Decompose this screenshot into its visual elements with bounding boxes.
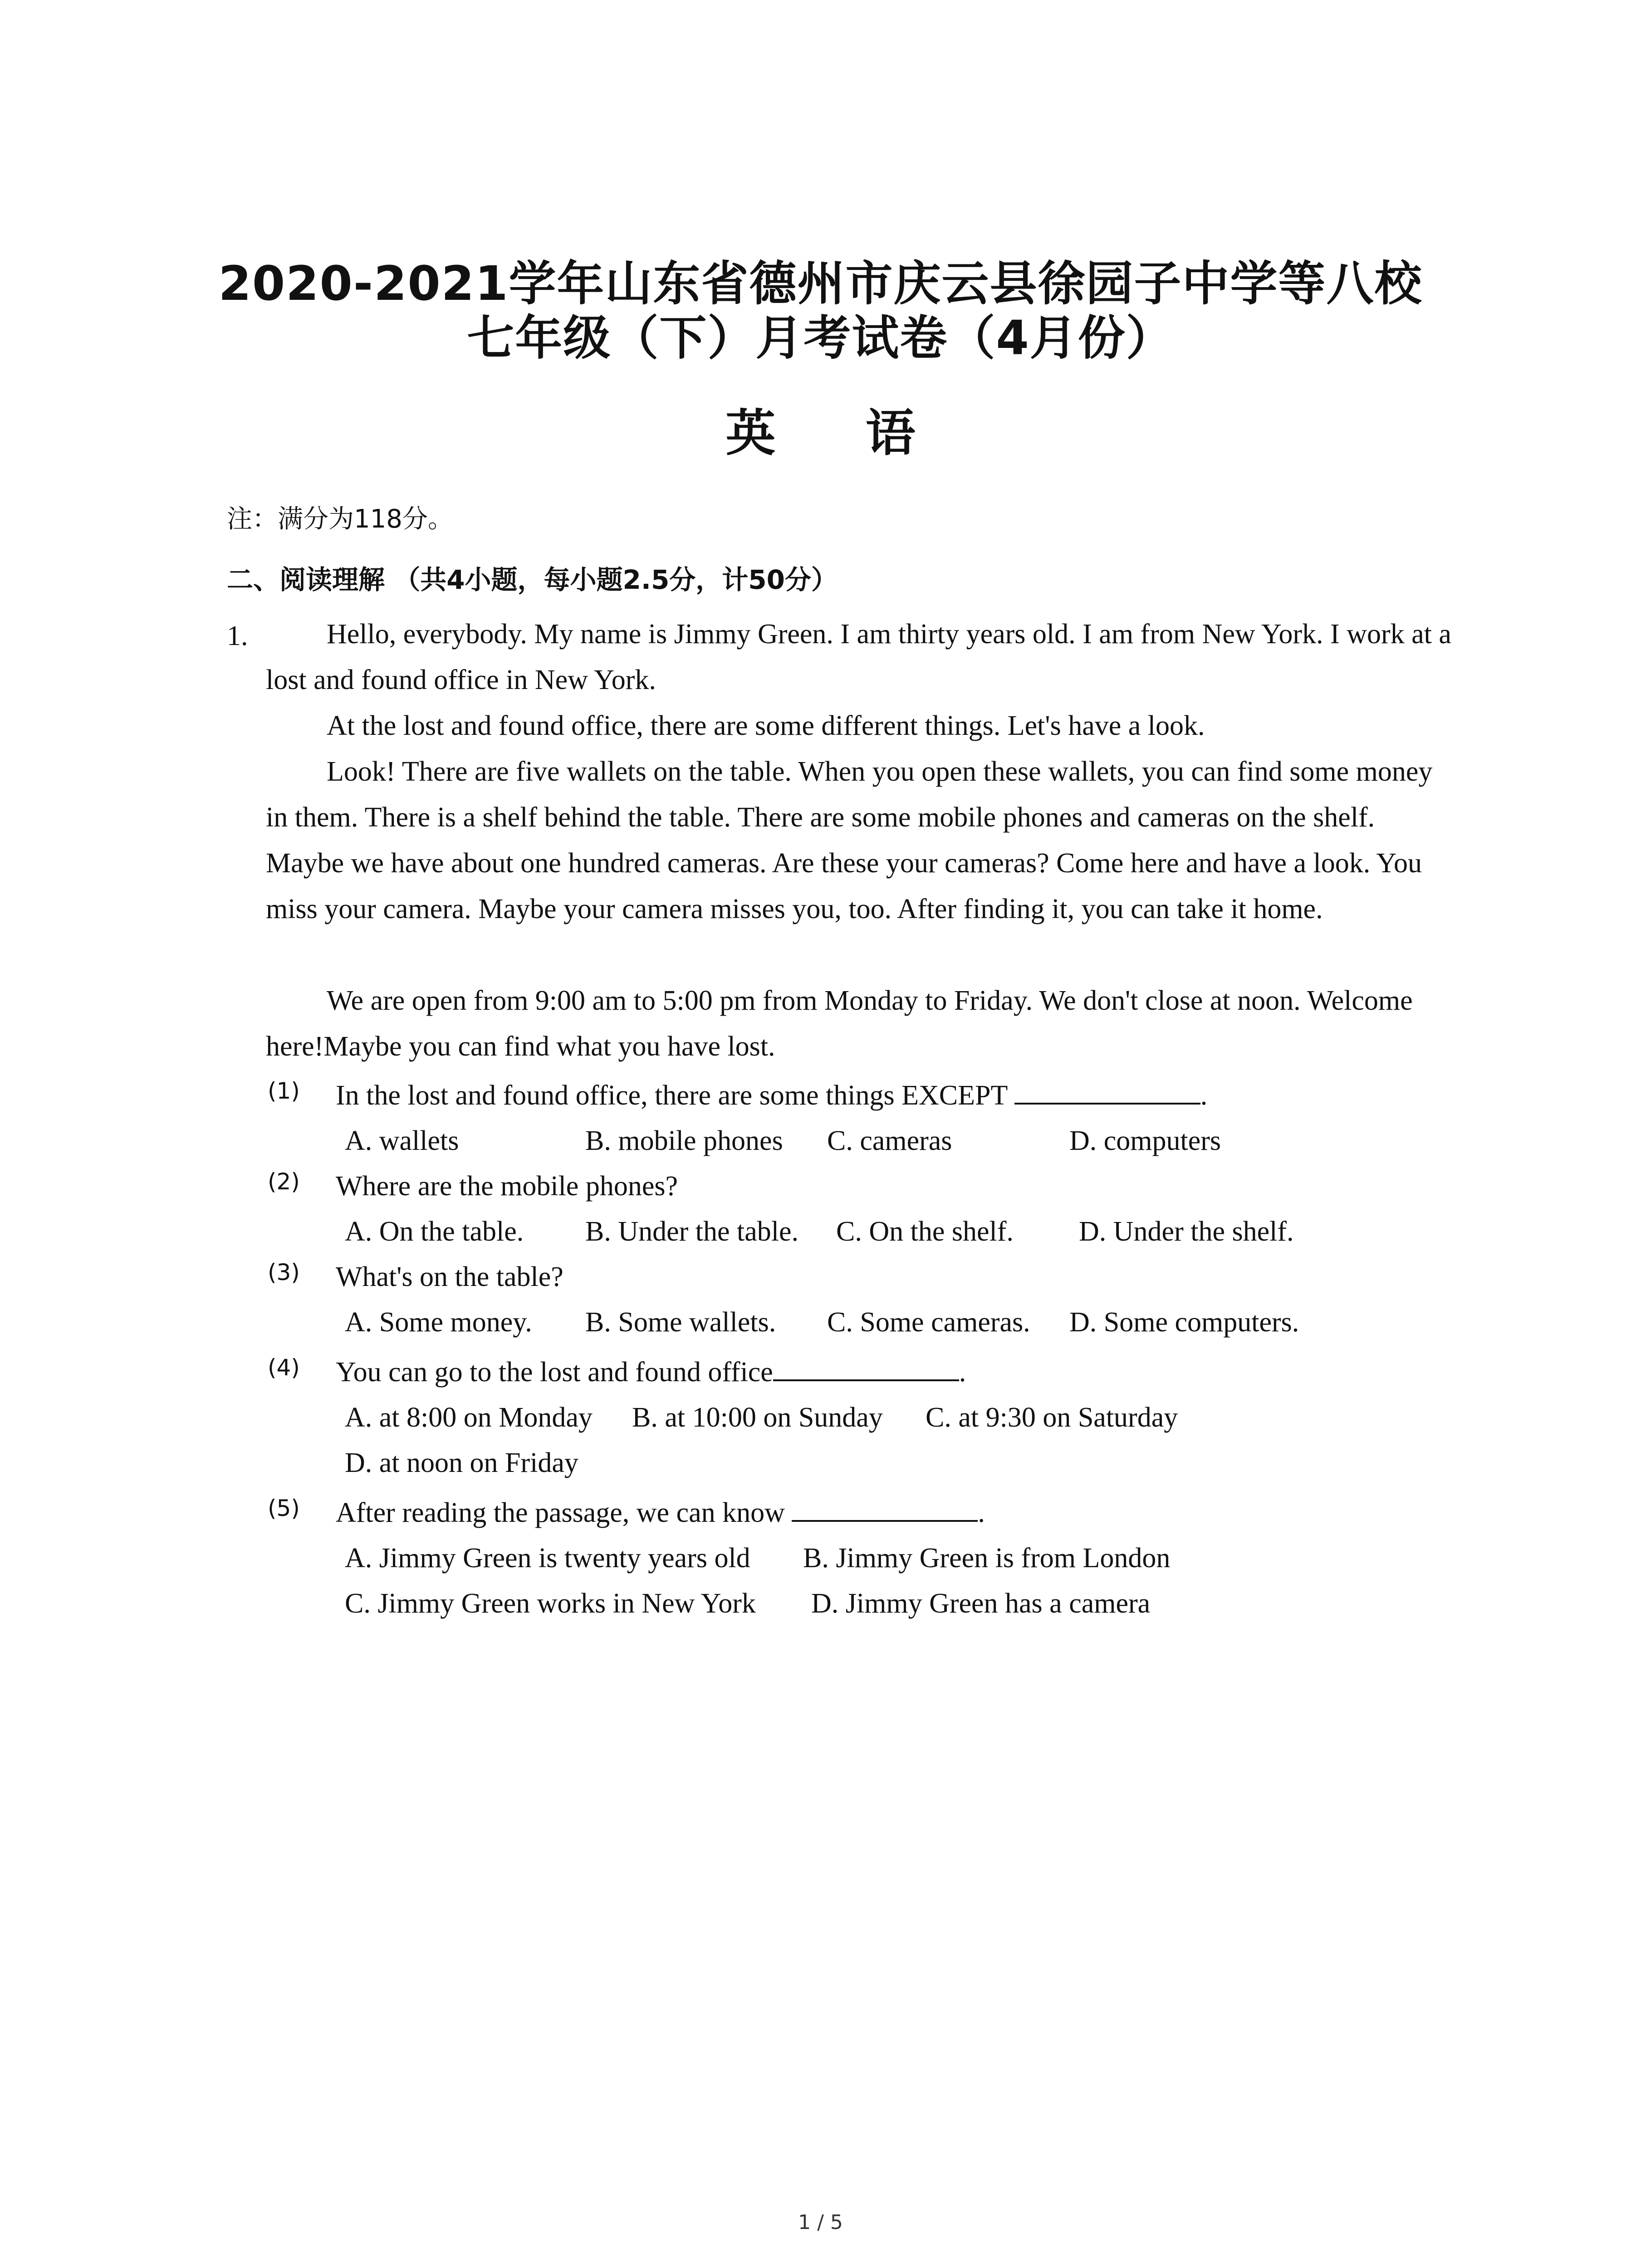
subquestion-stem (336, 1077, 1207, 1114)
subquestion-stem: Where are the mobile phones? (336, 1171, 678, 1202)
subquestion-stem (336, 1354, 966, 1390)
option-a: A. Jimmy Green is twenty years old (345, 1543, 750, 1574)
page-indicator: 1 / 5 (798, 2211, 843, 2234)
subquestion-stem-end: . (959, 1357, 966, 1388)
option-c: C. On the shelf. (836, 1216, 1014, 1247)
answer-blank (792, 1495, 978, 1522)
option-c: C. Jimmy Green works in New York (345, 1588, 756, 1619)
option-a: A. at 8:00 on Monday (345, 1402, 593, 1433)
subquestion-number: (4) (268, 1354, 300, 1381)
subquestion-stem-text: You can go to the lost and found office (336, 1357, 773, 1388)
option-b: B. Under the table. (585, 1216, 799, 1247)
passage-paragraph: Look! There are five wallets on the table. When you open these wallets, you can find some money in them. There is a shelf behind the table. There are some mobile phones and cameras on the shelf. Maybe we have about one hundred cameras. Are these your cameras? Come here and have a look. You miss your camera. Maybe your camera misses you, too. After finding it, you can take it home. (266, 756, 1433, 924)
subquestion-stem-end: . (1200, 1080, 1208, 1111)
question-number: 1. (227, 621, 248, 651)
option-a: A. Some money. (345, 1307, 532, 1338)
option-b: B. mobile phones (585, 1125, 783, 1156)
option-d: D. Some computers. (1069, 1307, 1299, 1338)
subquestion-stem-text: In the lost and found office, there are some things EXCEPT (336, 1080, 1008, 1111)
subject-heading: 英 语 (725, 404, 952, 462)
score-note: 注：满分为118分。 (227, 504, 453, 534)
subquestion-stem-end: . (978, 1497, 985, 1528)
passage-paragraph: We are open from 9:00 am to 5:00 pm from Monday to Friday. We don't close at noon. Welcome here!Maybe you can find what you have lost. (266, 985, 1413, 1062)
option-b: B. Jimmy Green is from London (803, 1543, 1171, 1574)
option-d: D. at noon on Friday (345, 1447, 578, 1478)
subquestion-stem (336, 1495, 985, 1531)
option-a: A. On the table. (345, 1216, 524, 1247)
subquestion-number: (2) (268, 1168, 300, 1195)
option-b: B. Some wallets. (585, 1307, 776, 1338)
passage-paragraph: At the lost and found office, there are some different things. Let's have a look. (327, 710, 1205, 741)
section-title: 二、阅读理解 （共4小题，每小题2.5分，计50分） (227, 564, 838, 595)
option-b: B. at 10:00 on Sunday (632, 1402, 883, 1433)
option-c: C. cameras (827, 1125, 952, 1156)
option-d: D. computers (1069, 1125, 1221, 1156)
option-a: A. wallets (345, 1125, 459, 1156)
exam-title-line-1: 2020-2021学年山东省德州市庆云县徐园子中学等八校 (218, 256, 1423, 311)
option-d: D. Jimmy Green has a camera (811, 1588, 1151, 1619)
answer-blank (1014, 1077, 1200, 1105)
subquestion-stem: What's on the table? (336, 1261, 563, 1292)
exam-title-line-2: 七年级（下）月考试卷（4月份） (467, 310, 1174, 366)
option-d: D. Under the shelf. (1079, 1216, 1294, 1247)
subquestion-number: (1) (268, 1078, 300, 1104)
option-c: C. at 9:30 on Saturday (926, 1402, 1178, 1433)
passage-paragraph: Hello, everybody. My name is Jimmy Green. I am thirty years old. I am from New York. I work at a lost and found office in New York. (266, 619, 1451, 695)
subquestion-number: (5) (268, 1495, 300, 1521)
option-c: C. Some cameras. (827, 1307, 1030, 1338)
answer-blank (773, 1354, 959, 1381)
subquestion-number: (3) (268, 1259, 300, 1286)
subquestion-stem-text: After reading the passage, we can know (336, 1497, 785, 1528)
